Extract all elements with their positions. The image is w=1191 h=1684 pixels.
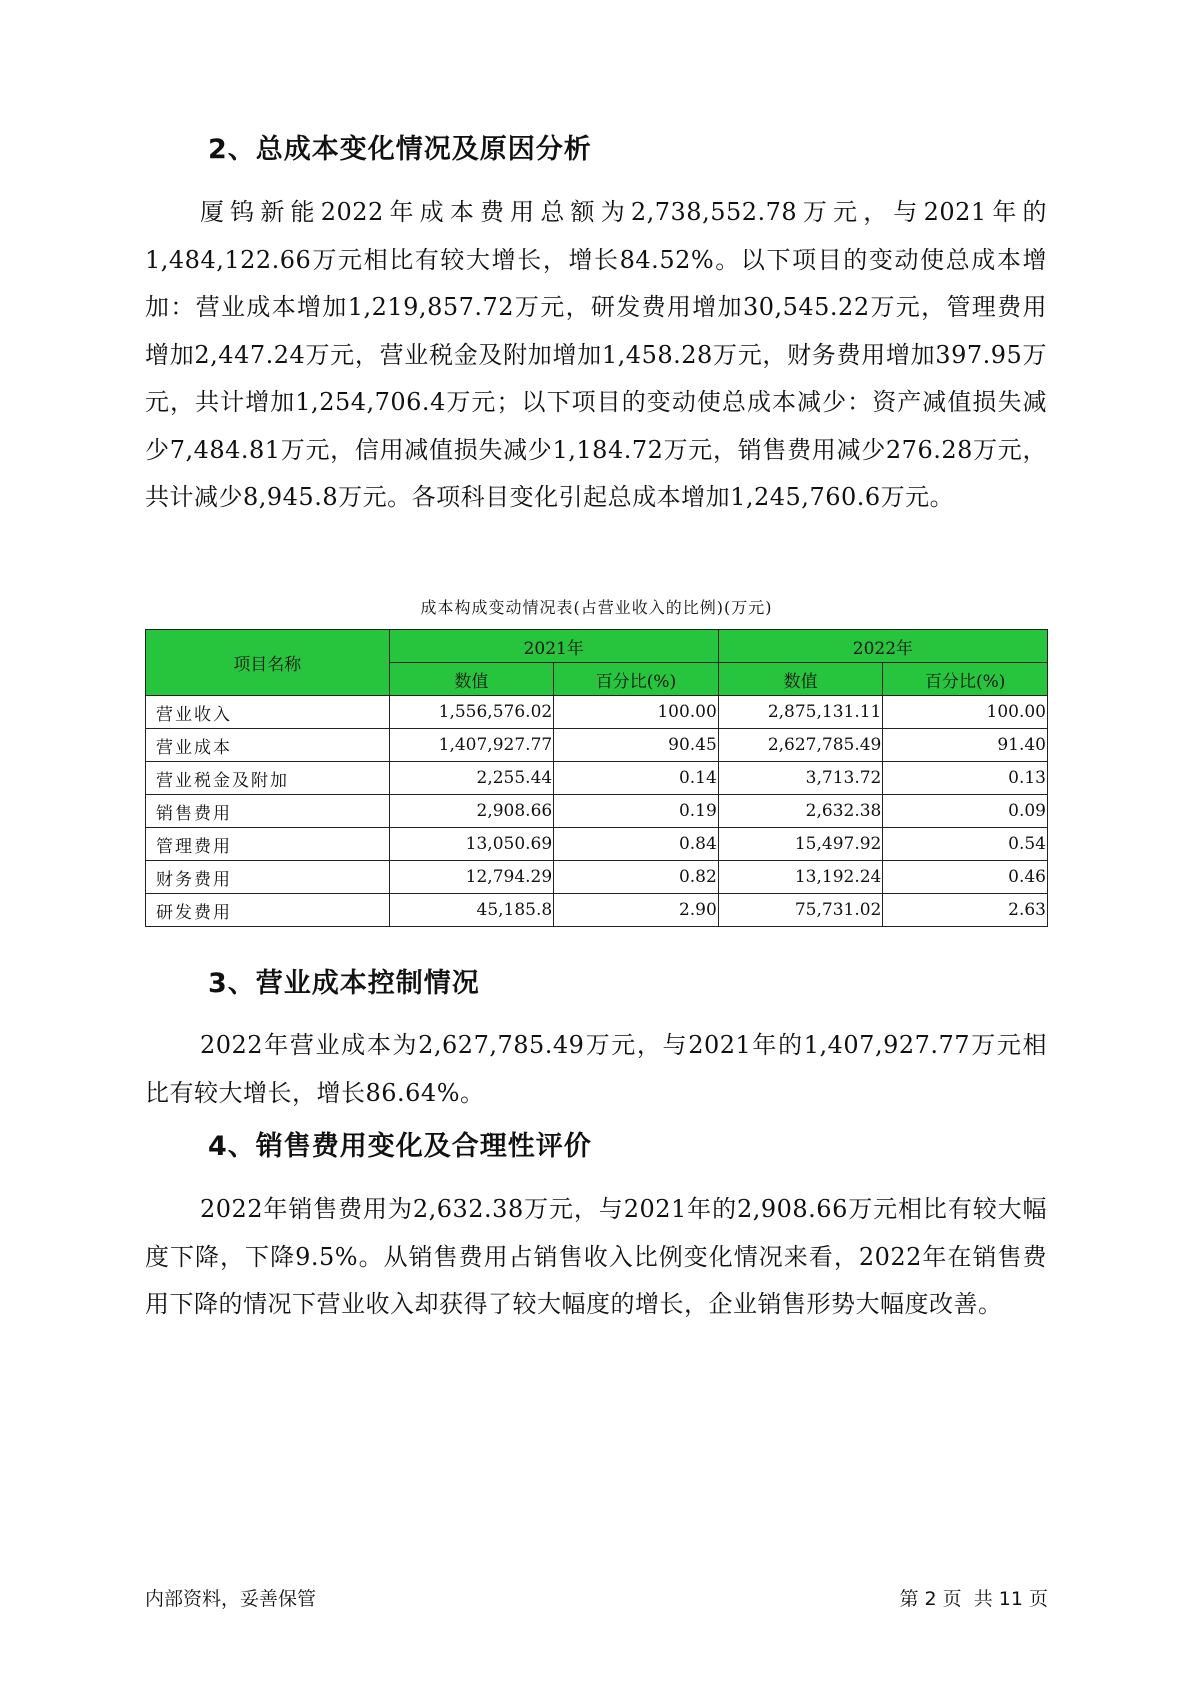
row-2022-value: 2,627,785.49	[718, 729, 883, 762]
row-2022-value: 13,192.24	[718, 861, 883, 894]
row-name: 营业成本	[146, 729, 390, 762]
section-2-heading: 2、总成本变化情况及原因分析	[208, 134, 592, 165]
row-2021-pct: 0.19	[554, 795, 719, 828]
row-2021-pct: 100.00	[554, 696, 719, 729]
row-2022-pct: 0.13	[883, 762, 1048, 795]
row-2021-pct: 0.82	[554, 861, 719, 894]
row-2021-value: 45,185.8	[389, 894, 554, 927]
header-2021-value: 数值	[389, 663, 554, 696]
table-header-row	[146, 630, 1048, 663]
table-row	[146, 696, 1048, 729]
row-2022-value: 15,497.92	[718, 828, 883, 861]
header-2022-value: 数值	[718, 663, 883, 696]
table-row	[146, 762, 1048, 795]
row-2022-pct: 2.63	[883, 894, 1048, 927]
row-2022-pct: 100.00	[883, 696, 1048, 729]
header-year-2021: 2021年	[389, 630, 718, 663]
section-3-heading: 3、营业成本控制情况	[208, 968, 480, 999]
row-2022-value: 3,713.72	[718, 762, 883, 795]
footer-page-number: 第 2 页 共 11 页	[899, 1588, 1048, 1610]
table-row	[146, 828, 1048, 861]
cost-structure-table	[145, 629, 1048, 927]
row-2022-pct: 0.46	[883, 861, 1048, 894]
row-name: 营业收入	[146, 696, 390, 729]
header-item-name: 项目名称	[146, 630, 390, 696]
row-2021-value: 1,407,927.77	[389, 729, 554, 762]
row-2022-pct: 0.09	[883, 795, 1048, 828]
row-2022-pct: 0.54	[883, 828, 1048, 861]
row-2021-pct: 90.45	[554, 729, 719, 762]
row-2021-pct: 0.14	[554, 762, 719, 795]
header-2021-pct: 百分比(%)	[554, 663, 719, 696]
row-2022-value: 2,875,131.11	[718, 696, 883, 729]
row-2021-value: 2,908.66	[389, 795, 554, 828]
row-name: 管理费用	[146, 828, 390, 861]
table-row	[146, 861, 1048, 894]
row-2022-value: 2,632.38	[718, 795, 883, 828]
header-2022-pct: 百分比(%)	[883, 663, 1048, 696]
header-year-2022: 2022年	[718, 630, 1047, 663]
section-2-paragraph: 厦钨新能2022年成本费用总额为2,738,552.78万元，与2021年的1,484,122.66万元相比有较大增长，增长84.52%。以下项目的变动使总成本增加：营业成本增加1,219,857.72万元，研发费用增加30,545.22万元，管理费用增加2,447.24万元，营业税金及附加增加1,458.28万元，财务费用增加397.95万元，共计增加1,254,706.4万元；以下项目的变动使总成本减少：资产减值损失减少7,484.81万元，信用减值损失减少1,184.72万元，销售费用减少276.28万元，共计减少8,945.8万元。各项科目变化引起总成本增加1,245,760.6万元。	[145, 198, 1047, 511]
row-2022-value: 75,731.02	[718, 894, 883, 927]
section-4-heading: 4、销售费用变化及合理性评价	[208, 1131, 592, 1162]
table-caption: 成本构成变动情况表(占营业收入的比例)(万元)	[420, 598, 773, 617]
row-name: 销售费用	[146, 795, 390, 828]
row-2021-value: 13,050.69	[389, 828, 554, 861]
row-2021-value: 1,556,576.02	[389, 696, 554, 729]
table-row	[146, 894, 1048, 927]
section-4-paragraph: 2022年销售费用为2,632.38万元，与2021年的2,908.66万元相比有较大幅度下降，下降9.5%。从销售费用占销售收入比例变化情况来看，2022年在销售费用下降的情况下营业收入却获得了较大幅度的增长，企业销售形势大幅度改善。	[145, 1195, 1047, 1318]
row-2021-value: 2,255.44	[389, 762, 554, 795]
row-name: 财务费用	[146, 861, 390, 894]
section-3-paragraph: 2022年营业成本为2,627,785.49万元，与2021年的1,407,927.77万元相比有较大增长，增长86.64%。	[145, 1031, 1047, 1107]
row-2022-pct: 91.40	[883, 729, 1048, 762]
row-name: 研发费用	[146, 894, 390, 927]
row-2021-value: 12,794.29	[389, 861, 554, 894]
footer-confidential-note: 内部资料，妥善保管	[145, 1588, 317, 1610]
table-row	[146, 729, 1048, 762]
row-2021-pct: 2.90	[554, 894, 719, 927]
row-2021-pct: 0.84	[554, 828, 719, 861]
row-name: 营业税金及附加	[146, 762, 390, 795]
table-row	[146, 795, 1048, 828]
